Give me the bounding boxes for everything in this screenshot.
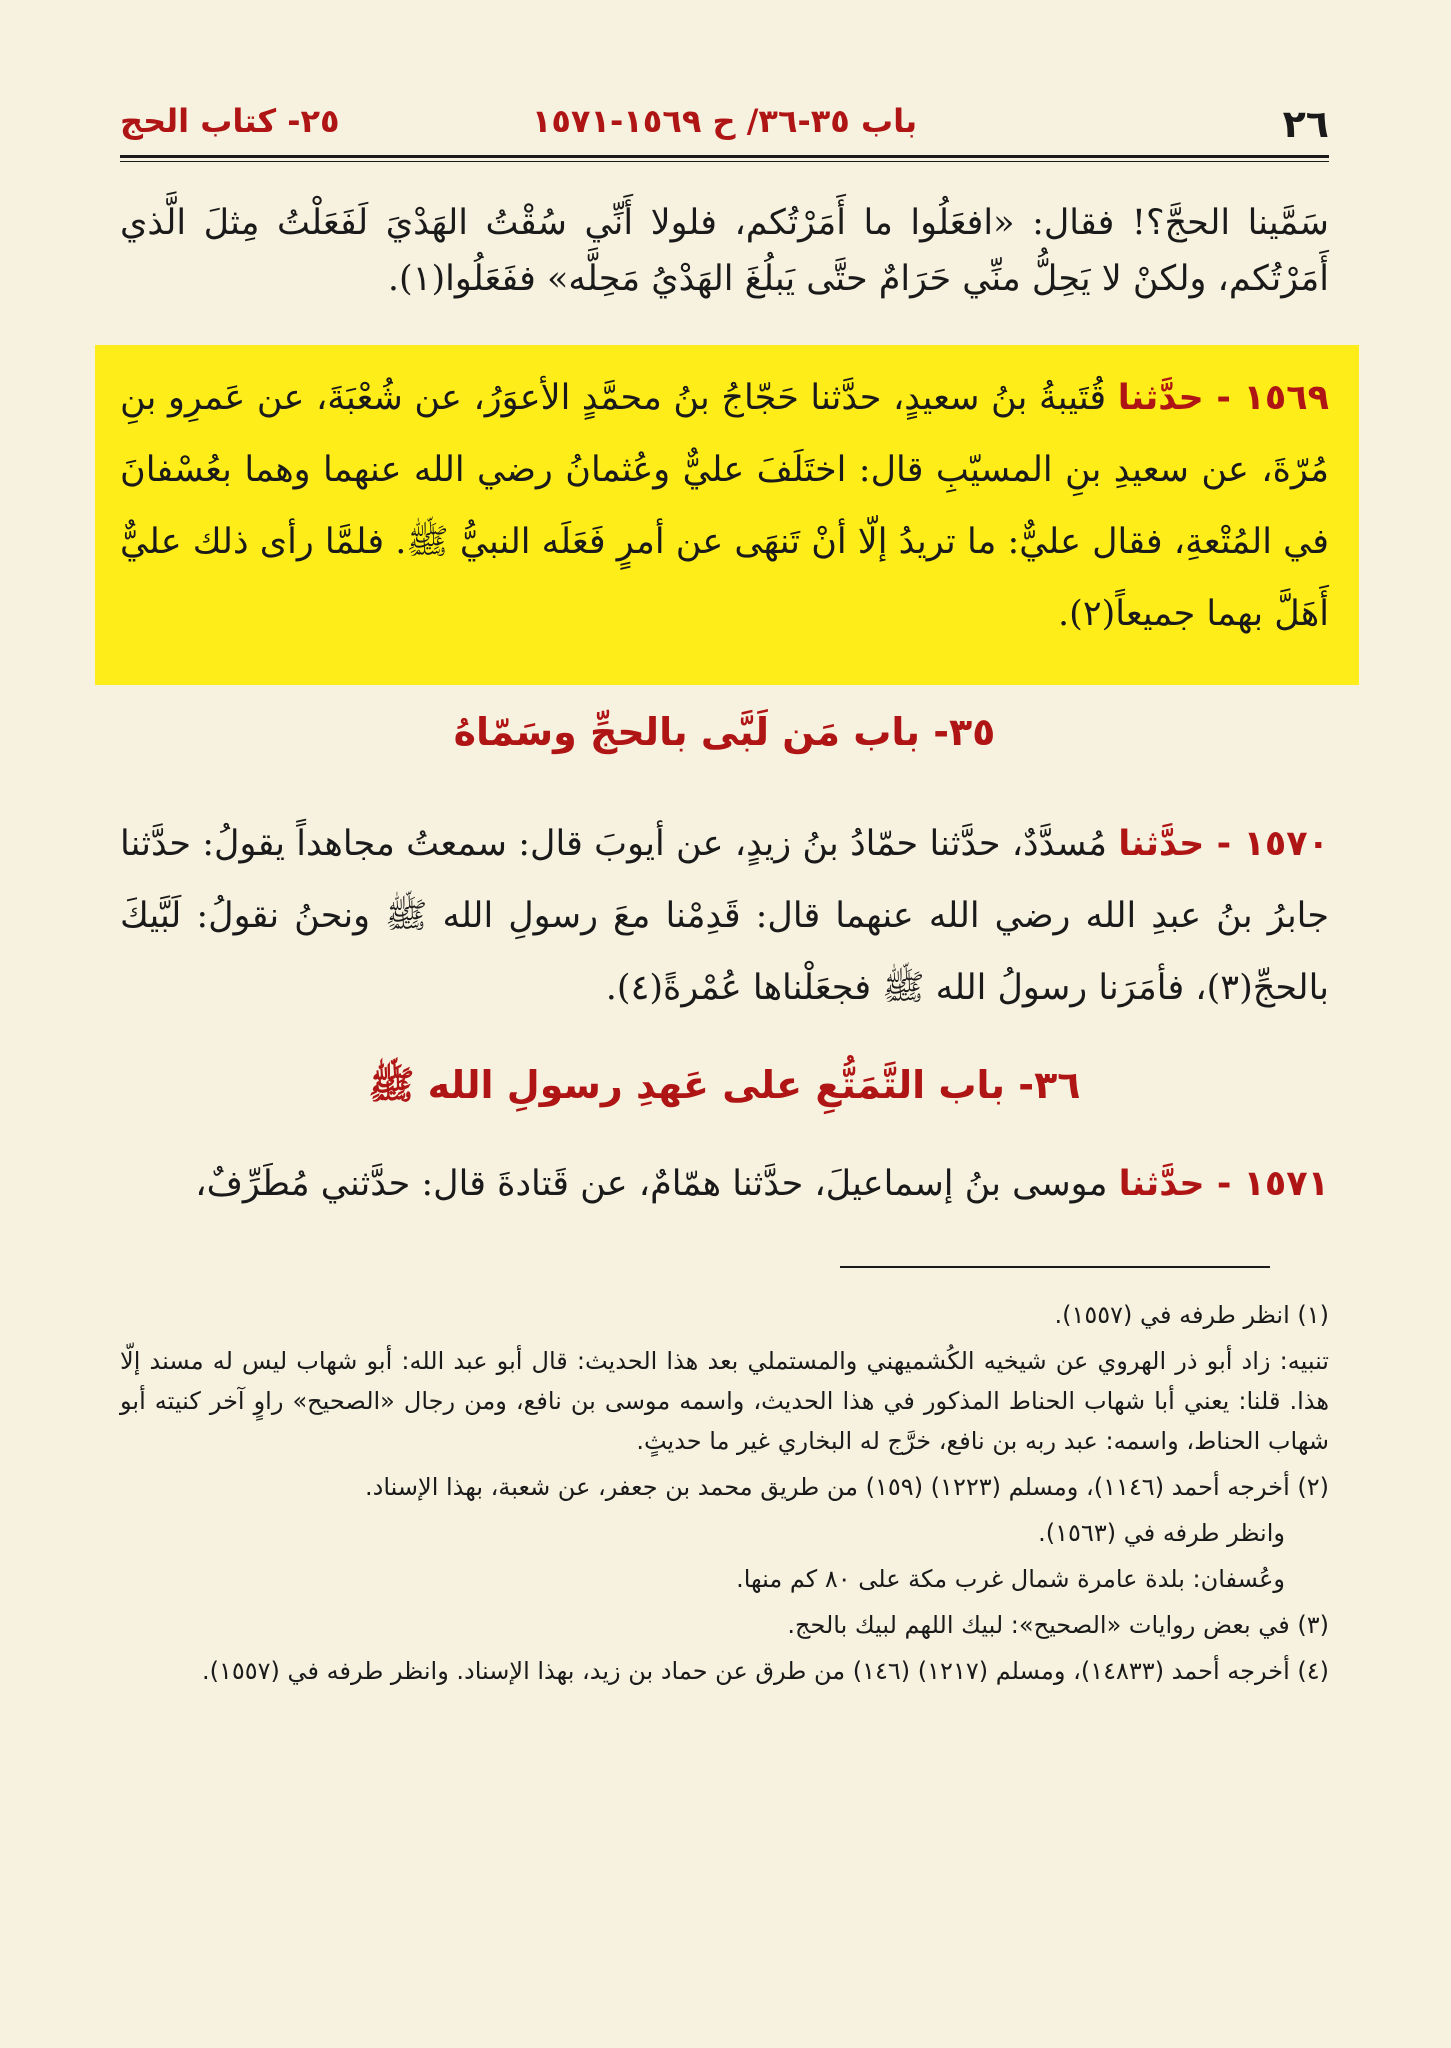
footnotes — [120, 1295, 1329, 1697]
footnote-rule — [840, 1266, 1270, 1268]
hadith-number-1571: ١٥٧١ - حدَّثنا — [1118, 1164, 1329, 1204]
footnote-2-gloss: وعُسفان: بلدة عامرة شمال غرب مكة على ٨٠ كم منها. — [736, 1565, 1285, 1593]
header-rule — [120, 155, 1329, 162]
hadith-text-1569: قُتَيبةُ بنُ سعيدٍ، حدَّثنا حَجّاجُ بنُ محمَّدٍ الأعوَرُ، عن شُعْبَةَ، عن عَمرِو بنِ مُرّةَ، عن سعيدِ بنِ المسيّبِ قال: اختَلَفَ عليٌّ وعُثمانُ رضي الله عنهما وهما بعُسْفانَ في المُتْعةِ، فقال عليٌّ: ما تريدُ إلّا أنْ تَنهَى عن أمرٍ فَعَلَه النبيُّ ﷺ. فلمَّا رأى ذلك عليٌّ أَهَلَّ بهما جميعاً(٢). — [120, 378, 1329, 634]
footnote-3: (٣) في بعض روايات «الصحيح»: لبيك اللهم لبيك بالحج. — [787, 1611, 1329, 1639]
hadith-1569 — [120, 362, 1329, 650]
footnote-2-ref: وانظر طرفه في (١٥٦٣). — [1038, 1519, 1285, 1547]
chapter-heading-35: ٣٥- باب مَن لَبَّى بالحجِّ وسَمّاهُ — [453, 710, 996, 754]
hadith-number-1570: ١٥٧٠ - حدَّثنا — [1118, 824, 1329, 864]
hadith-1571 — [120, 1148, 1329, 1220]
footnote-1-note: تنبيه: زاد أبو ذر الهروي عن شيخيه الكُشميهني والمستملي بعد هذا الحديث: قال أبو عبد الله: أبو شهاب ليس له مسند إلّا هذا. قلنا: يعني أبا شهاب الحناط المذكور في هذا الحديث، واسمه موسى بن نافع، ومن رجال «الصحيح» راوٍ آخر كنيته أبو شهاب الحناط، واسمه: عبد ربه بن نافع، خرَّج له البخاري غير ما حديثٍ. — [120, 1347, 1329, 1455]
hadith-text-1570: مُسدَّدٌ، حدَّثنا حمّادُ بنُ زيدٍ، عن أيوبَ قال: سمعتُ مجاهداً يقولُ: حدَّثنا جابرُ بنُ عبدِ الله رضي الله عنهما قال: قَدِمْنا معَ رسولِ الله ﷺ ونحنُ نقولُ: لَبَّيكَ بالحجِّ(٣)، فأمَرَنا رسولُ الله ﷺ فجعَلْناها عُمْرةً(٤). — [120, 824, 1329, 1008]
hadith-number-1569: ١٥٦٩ - حدَّثنا — [1117, 378, 1329, 418]
footnote-4: (٤) أخرجه أحمد (١٤٨٣٣)، ومسلم (١٢١٧) (١٤٦) من طرق عن حماد بن زيد، بهذا الإسناد. وانظر طرفه في (١٥٥٧). — [201, 1657, 1329, 1685]
footnote-2: (٢) أخرجه أحمد (١١٤٦)، ومسلم (١٢٢٣) (١٥٩) من طريق محمد بن جعفر، عن شعبة، بهذا الإسناد. — [365, 1473, 1329, 1501]
book-title: ٢٥- كتاب الحج — [120, 102, 340, 140]
page-number: ٢٦ — [1282, 102, 1329, 146]
hadith-1570 — [120, 808, 1329, 1024]
section-range: باب ٣٥-٣٦/ ح ١٥٦٩-١٥٧١ — [531, 102, 918, 140]
hadith-text-1571: موسى بنُ إسماعيلَ، حدَّثنا همّامٌ، عن قَتادةَ قال: حدَّثني مُطَرِّفٌ، — [195, 1164, 1119, 1204]
running-header — [120, 92, 1329, 152]
chapter-heading-36: ٣٦- باب التَّمَتُّعِ على عَهدِ رسولِ الله ﷺ — [368, 1063, 1081, 1107]
continued-paragraph: سَمَّينا الحجَّ؟! فقال: «افعَلُوا ما أَمَرْتُكم، فلولا أَنِّي سُقْتُ الهَدْيَ لَفَعَلْتُ مِثلَ الَّذي أَمَرْتُكم، ولكنْ لا يَحِلُّ منِّي حَرَامٌ حتَّى يَبلُغَ الهَدْيُ مَحِلَّه» ففَعَلُوا(١). — [120, 203, 1329, 299]
footnote-1: (١) انظر طرفه في (١٥٥٧). — [1054, 1301, 1329, 1329]
